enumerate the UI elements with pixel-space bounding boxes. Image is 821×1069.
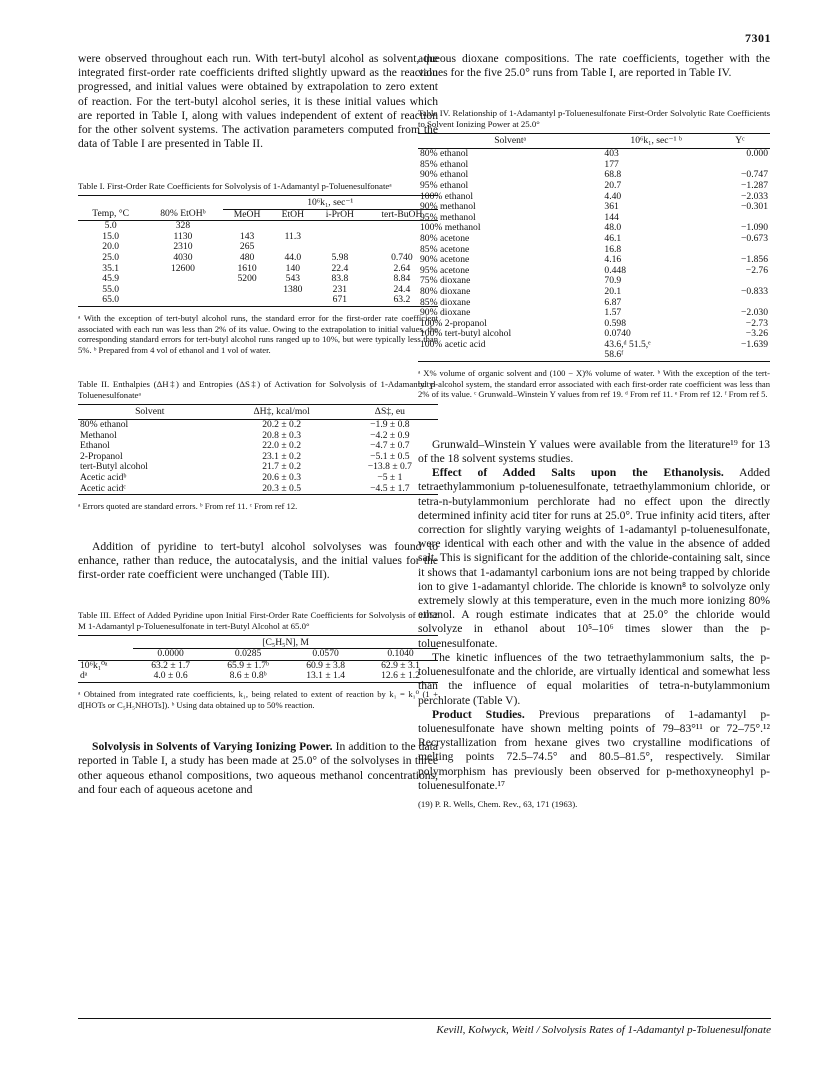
table4-cell: 100% tert-butyl alcohol <box>420 328 512 340</box>
table3-cell: 65.9 ± 1.7ᵇ <box>227 659 270 671</box>
table1-cell <box>223 285 272 296</box>
table4-row <box>418 234 770 245</box>
table1-span-header: 10⁶k₁, sec⁻¹ <box>223 196 439 210</box>
table2-cell: Acetic acidᵇ <box>80 472 127 484</box>
reference-19: (19) P. R. Wells, Chem. Rev., 63, 171 (1963). <box>418 798 578 809</box>
table3-span-header: [C₅H₅N], M <box>133 635 438 649</box>
table4-row <box>418 181 770 192</box>
table4-row <box>418 266 770 277</box>
table1-header: MeOH <box>233 208 261 220</box>
table4-cell: 46.1 <box>604 232 622 244</box>
table1-cell: 1610 <box>237 262 257 274</box>
table3-row <box>78 671 438 682</box>
table4-cell: 68.8 <box>604 169 622 181</box>
table1-cell <box>143 285 222 296</box>
table3-caption: Table III. Effect of Added Pyridine upon Initial First-Order Rate Coefficients for Solvolysis of 0.052 M 1-Adamantyl p-Toluenesulfonate in tert-Butyl Alcohol at 65.0° <box>78 610 438 632</box>
table1-header: i-PrOH <box>325 208 354 220</box>
table1-row <box>78 285 438 296</box>
table4-row <box>418 170 770 181</box>
table4-cell: 43.6,ᵈ 51.5,ᵉ <box>604 338 651 350</box>
table1-cell: 143 <box>239 230 255 242</box>
table1-cell: 24.4 <box>393 283 411 295</box>
right-paragraph-3-text: Added tetraethylammonium p-toluenesulfonate, tetraethylammonium chloride, or tetra-n-butylammonium perchlorate had no effect upon the directly determined infinity acid titer for runs at 25.0°. True infinity acid titers, after correction for slightly varying weights of 1-adamantyl p-toluenesulfonate, were identical with each other and with the value in the absence of added salt. This is significant for the addition of the chloride-containing salt, since it shows that 1-adamantyl carbonium ions are not being trapped by chloride ion to give 1-adamantyl chloride. The chloride is known⁸ to solvolyze only extremely slowly at this temperature, even in the much more ionizing 80% ethanol. A rough estimate indicates that at 25.0° the chloride would solvolyze in ethanol about 10⁵–10⁶ times slower than the p-toluenesulfonate. <box>418 466 770 650</box>
table3-header: 0.0285 <box>234 648 262 660</box>
table2-cell: Ethanol <box>80 440 110 452</box>
table1-cell: 35.1 <box>102 262 120 274</box>
table2-header: Solvent <box>135 405 165 417</box>
table4-row <box>418 350 770 361</box>
table4-cell: 20.1 <box>604 285 622 297</box>
table4-cell <box>710 350 770 361</box>
table4-cell: −1.639 <box>741 338 768 350</box>
table2-cell: 23.1 ± 0.2 <box>262 450 302 462</box>
table2 <box>78 404 438 495</box>
table1-cell: 328 <box>175 220 191 232</box>
table1-cell: 8.84 <box>393 273 411 285</box>
table4-cell: −2.73 <box>745 317 768 329</box>
table4-row <box>418 276 770 287</box>
table1-row <box>78 274 438 285</box>
table1 <box>78 195 438 306</box>
table1-header: tert-BuOH <box>381 208 423 220</box>
table1-cell <box>272 295 314 306</box>
right-paragraph-3 <box>418 466 770 651</box>
table4-cell <box>418 350 602 361</box>
table1-cell: 45.9 <box>102 273 120 285</box>
table1-cell: 140 <box>285 262 301 274</box>
table1-cell: 20.0 <box>102 241 120 253</box>
table4-header: Solventᵃ <box>494 134 527 146</box>
table4-cell: 20.7 <box>604 179 622 191</box>
table4-cell: 80% ethanol <box>420 148 469 160</box>
table1-cell: 1380 <box>283 283 303 295</box>
table3-footnote: ᵃ Obtained from integrated rate coefficients, k₁, being related to extent of reaction by k₁ = k₁⁰ (1 + d[HOTs or C₅H₅NHOTs]). ᵇ Using data obtained up to 50% reaction. <box>78 689 438 710</box>
table2-cell: −1.9 ± 0.8 <box>370 419 410 431</box>
table1-cell: 15.0 <box>102 230 120 242</box>
left-paragraph-3 <box>78 740 438 797</box>
table4-cell: 100% 2-propanol <box>420 317 487 329</box>
table4-header: 10⁶k₁, sec⁻¹ ᵇ <box>630 134 682 146</box>
table4-cell: 75% dioxane <box>420 275 471 287</box>
table4-row <box>418 245 770 256</box>
table4-cell: 4.16 <box>604 254 622 266</box>
table3-cell: 10⁶k₁⁰ᵃ <box>80 659 108 671</box>
table1-row <box>78 253 438 264</box>
table1-cell: 63.2 <box>393 294 411 306</box>
table4-row <box>418 223 770 234</box>
table1-row <box>78 264 438 275</box>
table1-body <box>78 221 438 306</box>
table4-cell: −1.090 <box>741 222 768 234</box>
table4-cell: 177 <box>604 158 619 170</box>
table3-cell: 12.6 ± 1.2 <box>381 670 420 682</box>
left-paragraph-2: Addition of pyridine to tert-butyl alcohol solvolyses was found to enhance, rather than reduce, the autocatalysis, and the initial values for the first-order rate coefficient were unchanged (Table III). <box>78 539 438 582</box>
running-footer: Kevill, Kolwyck, Weitl / Solvolysis Rates of 1-Adamantyl p-Toluenesulfonate <box>436 1024 771 1036</box>
table1-cell: 265 <box>239 241 255 253</box>
left-paragraph-3-text: In addition to the data reported in Table I, a study has been made at 25.0° of the solvolyses in three other aqueous ethanol compositions, two aqueous methanol concentrations, and four each of aqueous acetone and <box>78 740 438 796</box>
table4-row <box>418 340 770 351</box>
table1-cell: 44.0 <box>284 251 302 263</box>
table4-cell: 0.598 <box>604 317 626 329</box>
table2-footnote: ᵃ Errors quoted are standard errors. ᵇ From ref 11. ᶜ From ref 12. <box>78 501 298 512</box>
table1-cell: 12600 <box>170 262 195 274</box>
table1-cell: 0.740 <box>391 251 413 263</box>
table1-caption: Table I. First-Order Rate Coefficients for Solvolysis of 1-Adamantyl p-Toluenesulfonateᵃ <box>78 181 392 192</box>
table4-cell: 95% acetone <box>420 264 470 276</box>
table1-cell: 5.98 <box>331 251 349 263</box>
table2-cell: 20.6 ± 0.3 <box>262 472 302 484</box>
right-paragraph-1: aqueous dioxane compositions. The rate coefficients, together with the values for the five 25.0° runs from Table I, are reported in Table IV. <box>418 52 770 80</box>
table3-cell: 63.2 ± 1.7 <box>151 659 191 671</box>
table1-cell: 22.4 <box>331 262 349 274</box>
table4-cell: 90% methanol <box>420 201 476 213</box>
table1-header: EtOH <box>281 208 305 220</box>
table4-row <box>418 287 770 298</box>
table2-header: ΔH‡, kcal/mol <box>253 405 310 417</box>
table1-cell: 2.64 <box>393 262 411 274</box>
table2-cell: Acetic acidᶜ <box>80 482 126 494</box>
table2-cell: −4.5 ± 1.7 <box>370 482 410 494</box>
table3-cell: 4.0 ± 0.6 <box>153 670 188 682</box>
table4-cell: 403 <box>604 148 619 160</box>
table4-cell: 100% acetic acid <box>420 338 486 350</box>
table2-cell: −13.8 ± 0.7 <box>367 461 412 473</box>
table1-header: 80% EtOHᵇ <box>160 208 206 220</box>
table1-cell <box>314 221 366 232</box>
table1-row <box>78 295 438 306</box>
table4-cell: 90% dioxane <box>420 307 471 319</box>
table1-cell <box>143 295 222 306</box>
table4-cell: 144 <box>604 211 619 223</box>
table3-cell: dᵃ <box>80 670 88 682</box>
table4-caption: Table IV. Relationship of 1-Adamantyl p-Toluenesulfonate First-Order Solvolytic Rate Coefficients to Solvent Ionizing Power at 25.0° <box>418 108 770 129</box>
table4-cell: −2.76 <box>745 264 768 276</box>
table4-header: Yᶜ <box>735 134 745 146</box>
table3-header: 0.0570 <box>312 648 339 660</box>
table4-row <box>418 160 770 171</box>
table4-cell: −3.26 <box>745 328 768 340</box>
table4-cell: 4.40 <box>604 190 622 202</box>
table4-cell: 58.6ᶠ <box>604 349 624 361</box>
table4-cell: 85% dioxane <box>420 296 471 308</box>
left-paragraph-1: were observed throughout each run. With tert-butyl alcohol as solvent, the integrated first-order rate coefficients drifted slightly upward as the reaction progressed, and initial values were obtained by extrapolation to zero extent of reaction. For the tert-butyl alcohol series, it is these initial values which are reported in Table I, along with values independent of extent of reaction for the other solvent systems. The activation parameters computed from the data of Table I are presented in Table II. <box>78 52 438 151</box>
table1-cell: 11.3 <box>284 230 302 242</box>
left-heading-3: Solvolysis in Solvents of Varying Ionizing Power. <box>92 740 333 754</box>
table1-header: Temp, °C <box>92 208 130 220</box>
right-paragraph-4: The kinetic influences of the two tetraethylammonium salts, the p-toluenesulfonate and the chloride, are virtually identical and somewhat less than the influence of equal molarities of tetra-n-butylammonium perchlorate (Table V). <box>418 650 770 707</box>
table2-cell: Methanol <box>80 429 117 441</box>
table2-caption: Table II. Enthalpies (ΔH‡) and Entropies (ΔS‡) of Activation for Solvolysis of 1-Adamantyl p-Toluenesulfonateᵃ <box>78 379 438 400</box>
table4-cell: 100% methanol <box>420 222 481 234</box>
right-heading-5: Product Studies. <box>432 707 525 721</box>
table4-cell: 1.57 <box>604 307 622 319</box>
table4-cell: 100% ethanol <box>420 190 474 202</box>
table3-header <box>78 649 133 661</box>
table2-cell: −4.2 ± 0.9 <box>370 429 410 441</box>
table4-body <box>418 149 770 361</box>
table4-row <box>418 255 770 266</box>
table2-body <box>78 420 438 495</box>
table2-header: ΔS‡, eu <box>374 405 405 417</box>
table4-cell: 361 <box>604 201 619 213</box>
table4-cell: 16.8 <box>604 243 622 255</box>
table4-cell: 0.448 <box>604 264 626 276</box>
table1-row <box>78 242 438 253</box>
table1-cell: 83.8 <box>331 273 349 285</box>
table3-body <box>78 660 438 682</box>
table2-cell: 20.2 ± 0.2 <box>262 419 302 431</box>
table1-cell: 2310 <box>173 241 193 253</box>
table4-footnote: ᵃ X% volume of organic solvent and (100 − X)% volume of water. ᵇ With the exception of the tert-butyl alcohol system, the standard error associated with each first-order rate coefficient was less than 2% of its value. ᶜ Grunwald–Winstein Y values from ref 19. ᵈ From ref 11. ᵉ From ref 12. ᶠ From ref 5. <box>418 368 770 400</box>
table2-cell: −5.1 ± 0.5 <box>370 450 410 462</box>
table2-row <box>78 484 438 495</box>
table4-cell: 80% acetone <box>420 232 470 244</box>
table1-cell: 4030 <box>173 251 193 263</box>
table4 <box>418 133 770 361</box>
table4-cell: −0.673 <box>741 232 768 244</box>
table4-cell: 6.87 <box>604 296 622 308</box>
table4-row <box>418 149 770 160</box>
table4-cell: −0.301 <box>741 201 768 213</box>
table2-cell: 21.7 ± 0.2 <box>262 461 302 473</box>
right-column <box>418 52 770 810</box>
table1-cell: 5.0 <box>104 220 117 232</box>
table4-cell: 90% acetone <box>420 254 470 266</box>
page-number: 7301 <box>745 31 771 45</box>
table3-cell: 60.9 ± 3.8 <box>306 659 346 671</box>
table4-cell: 0.0740 <box>604 328 631 340</box>
table2-cell: 20.8 ± 0.3 <box>262 429 302 441</box>
table4-cell: 95% ethanol <box>420 179 469 191</box>
right-heading-3: Effect of Added Salts upon the Ethanolysis. <box>432 466 724 480</box>
table2-cell: 22.0 ± 0.2 <box>262 440 302 452</box>
left-column <box>78 52 438 797</box>
table1-cell: 1130 <box>173 230 193 242</box>
table1-cell: 25.0 <box>102 251 120 263</box>
table4-cell: 80% dioxane <box>420 285 471 297</box>
table4-cell: 90% ethanol <box>420 169 469 181</box>
footer-rule <box>78 1018 771 1019</box>
table1-footnote: ᵃ With the exception of tert-butyl alcohol runs, the standard error for the first-order rate coefficient associated with each run was less than 2% of its value. Owing to the extrapolation to initial values, the corresponding standard errors for tert-butyl alcohol runs ranged up to 10%, but were typically less than 5%. ᵇ Prepared from 4 vol of ethanol and 1 vol of water. <box>78 312 438 355</box>
table1-cell: 480 <box>239 251 255 263</box>
table3-cell: 62.9 ± 3.1 <box>381 659 420 671</box>
table1-cell: 671 <box>332 294 348 306</box>
table4-cell: 48.0 <box>604 222 622 234</box>
table2-cell: 80% ethanol <box>80 419 129 431</box>
table1-cell <box>314 232 366 243</box>
table1-cell: 543 <box>285 273 301 285</box>
table4-cell: −0.747 <box>741 169 768 181</box>
table2-cell: −4.7 ± 0.7 <box>370 440 410 452</box>
table2-cell: −5 ± 1 <box>377 472 403 484</box>
table4-cell: 85% acetone <box>420 243 470 255</box>
table4-cell: 0.000 <box>746 148 768 160</box>
table4-cell: −1.856 <box>741 254 768 266</box>
table4-row <box>418 298 770 309</box>
table4-cell: −2.030 <box>741 307 768 319</box>
table4-cell: 95% methanol <box>420 211 476 223</box>
table2-cell: tert-Butyl alcohol <box>80 461 148 473</box>
table3-header: 0.0000 <box>157 648 184 660</box>
table3-header: 0.1040 <box>387 648 414 660</box>
table4-cell: 70.9 <box>604 275 622 287</box>
table4-cell: −2.033 <box>741 190 768 202</box>
table4-cell: −1.287 <box>741 179 768 191</box>
table3-cell: 8.6 ± 0.8ᵇ <box>229 670 267 682</box>
table1-cell <box>143 274 222 285</box>
right-paragraph-5 <box>418 708 770 793</box>
table3 <box>78 635 438 682</box>
table1-cell: 55.0 <box>102 283 120 295</box>
table3-cell: 13.1 ± 1.4 <box>306 670 346 682</box>
table2-cell: 20.3 ± 0.5 <box>262 482 302 494</box>
table1-cell: 65.0 <box>102 294 120 306</box>
table1-row <box>78 232 438 243</box>
table1-cell <box>223 295 272 306</box>
table2-cell: 2-Propanol <box>80 450 123 462</box>
table1-cell: 5200 <box>237 273 257 285</box>
table1-cell: 231 <box>332 283 348 295</box>
right-paragraph-5-text: Previous preparations of 1-adamantyl p-toluenesulfonate have shown melting points of 79–83°¹¹ or 72–75°.¹² Recrystallization from hexane gives two crystalline modifications of melting points 72.5–74.5° and 80.5–81.5°, respectively. Similar polymorphism has previously been observed for p-methoxyneophyl p-toluenesulfonate.¹⁷ <box>418 707 770 792</box>
table4-cell: 85% ethanol <box>420 158 469 170</box>
table1-row <box>78 221 438 232</box>
table4-cell: −0.833 <box>741 285 768 297</box>
right-paragraph-2: Grunwald–Winstein Y values were available from the literature¹⁹ for 13 of the 18 solvent systems studies. <box>418 437 770 466</box>
